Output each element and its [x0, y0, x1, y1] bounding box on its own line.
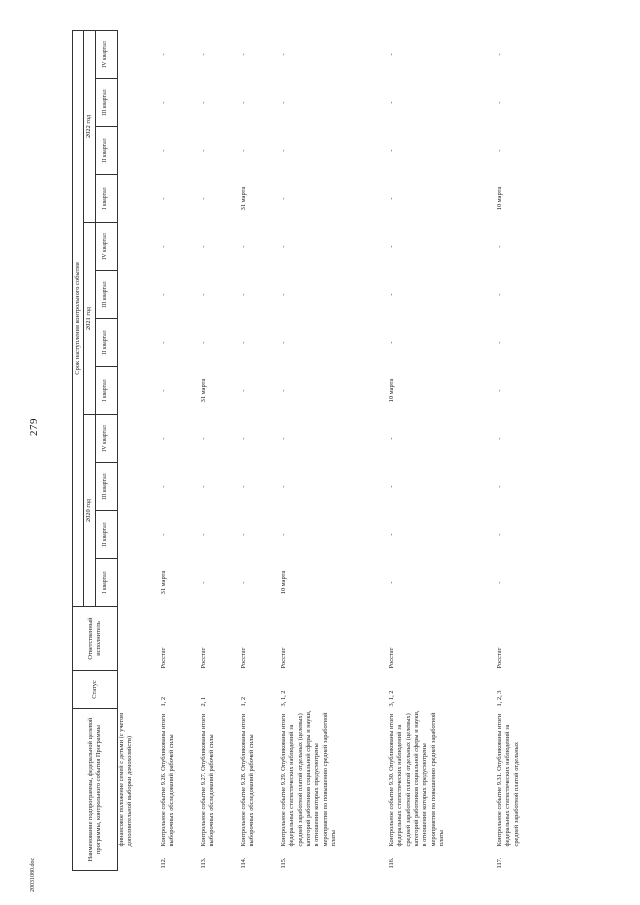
deadline-cell: - [280, 149, 288, 152]
deadline-cell: - [160, 197, 168, 200]
deadline-cell: - [388, 581, 396, 584]
deadline-cell: - [280, 101, 288, 104]
row-number: 117. [496, 857, 504, 869]
deadline-cell [117, 415, 157, 463]
deadline-cell: - [496, 149, 504, 152]
event-name: финансовое положение семей с детьми (с учетом дополнительной выборки домохозяйств) [117, 712, 133, 847]
header-quarter-cell: I квартал [95, 559, 117, 607]
deadline-cell: - [160, 485, 168, 488]
deadline-cell: - [496, 341, 504, 344]
deadline-cell: - [240, 53, 248, 56]
header-year-2020: 2020 год [84, 415, 95, 607]
deadline-cell: - [280, 533, 288, 536]
deadline-cell: - [388, 53, 396, 56]
table-row [197, 30, 237, 870]
table-row [117, 30, 157, 870]
page-number: 279 [28, 418, 40, 436]
status-value: 3, 1, 2 [280, 690, 288, 707]
header-year-2021: 2021 год [84, 223, 95, 415]
deadline-cell [117, 223, 157, 271]
deadline-cell: - [388, 533, 396, 536]
deadline-cell: - [160, 293, 168, 296]
event-name: Контрольное событие 9.29. Опубликованы итоги федеральных статистических наблюдений за средней заработной платой отдельных (целевых) категорий работников социальной сферы и науки, в отношении которых предусмотрены мероприятия по повышению средней заработной платы [280, 710, 338, 847]
header-quarter-cell: I квартал [95, 367, 117, 415]
deadline-cell: - [388, 101, 396, 104]
deadline-cell: - [280, 437, 288, 440]
status-value: 1, 2 [160, 696, 168, 707]
row-number [117, 849, 157, 871]
table-row [385, 30, 493, 870]
deadline-cell: - [496, 485, 504, 488]
table-row [277, 30, 385, 870]
status-value [117, 671, 157, 709]
deadline-cell: - [240, 581, 248, 584]
deadline-cell: - [388, 485, 396, 488]
deadline-cell: - [240, 533, 248, 536]
deadline-cell: - [200, 101, 208, 104]
header-name-column: Наименование подпрограммы, федеральной целевой программы, контрольного события Программы [73, 709, 118, 871]
table-row [157, 30, 197, 870]
table-row [237, 30, 277, 870]
deadline-cell [117, 175, 157, 223]
row-number: 116. [388, 857, 396, 869]
header-quarter-cell: III квартал [95, 79, 117, 127]
deadline-cell [117, 319, 157, 367]
deadline-cell: 10 марта [280, 570, 288, 595]
row-number: 113. [200, 857, 208, 869]
deadline-cell: - [160, 437, 168, 440]
control-events-table [72, 30, 553, 871]
status-value: 1, 2, 3 [496, 690, 504, 707]
row-number: 115. [280, 857, 288, 869]
deadline-cell: - [496, 437, 504, 440]
deadline-cell [117, 367, 157, 415]
deadline-cell: - [280, 197, 288, 200]
status-value: 1, 2 [240, 696, 248, 707]
header-quarter-cell: IV квартал [95, 223, 117, 271]
responsible-executor: Росстат [280, 647, 288, 669]
header-quarter-cell: II квартал [95, 319, 117, 367]
event-name: Контрольное событие 9.26. Опубликованы итоги выборочных обследований рабочей силы [160, 713, 176, 847]
deadline-cell: 31 марта [160, 570, 168, 595]
header-responsible-column: Ответственный исполнитель [73, 607, 118, 671]
deadline-cell [117, 127, 157, 175]
deadline-cell [117, 559, 157, 607]
header-quarter-cell: IV квартал [95, 30, 117, 78]
responsible-executor: Росстат [388, 647, 396, 669]
deadline-cell: - [280, 485, 288, 488]
rotated-table-container [72, 31, 624, 871]
deadline-cell: - [200, 437, 208, 440]
deadline-cell: - [160, 341, 168, 344]
deadline-cell: - [496, 101, 504, 104]
deadline-cell: - [280, 245, 288, 248]
deadline-cell: - [200, 53, 208, 56]
deadline-cell: - [496, 533, 504, 536]
deadline-cell: - [200, 197, 208, 200]
status-value: 3, 1, 2 [388, 690, 396, 707]
header-deadline-group: Срок наступления контрольного события [73, 30, 84, 606]
deadline-cell: - [160, 533, 168, 536]
responsible-executor: Росстат [200, 647, 208, 669]
deadline-cell: - [160, 101, 168, 104]
deadline-cell: - [280, 53, 288, 56]
event-name: Контрольное событие 9.28. Опубликованы итоги выборочных обследований рабочей силы [240, 713, 256, 847]
deadline-cell: - [240, 149, 248, 152]
table-header [73, 30, 118, 870]
header-status-column: Статус [73, 671, 118, 709]
header-quarter-cell: IV квартал [95, 415, 117, 463]
responsible-executor [117, 607, 157, 671]
deadline-cell: 31 марта [240, 186, 248, 211]
deadline-cell: - [200, 293, 208, 296]
responsible-executor: Росстат [160, 647, 168, 669]
deadline-cell: - [496, 389, 504, 392]
deadline-cell: - [496, 293, 504, 296]
status-value: 2, 1 [200, 696, 208, 707]
deadline-cell: - [388, 293, 396, 296]
table-row [493, 30, 553, 870]
deadline-cell [117, 271, 157, 319]
event-name: Контрольное событие 9.30. Опубликованы итоги федеральных статистических наблюдений за средней заработной платой отдельных (целевых) категорий работников социальной сферы и науки, в отношении которых предусмотрены мероприятия по повышению средней заработной платы [388, 710, 446, 847]
deadline-cell: - [200, 485, 208, 488]
document-filename: 20031080.doc [30, 857, 36, 892]
deadline-cell: - [160, 53, 168, 56]
deadline-cell: - [388, 437, 396, 440]
deadline-cell: - [496, 53, 504, 56]
deadline-cell: - [240, 485, 248, 488]
deadline-cell: - [496, 581, 504, 584]
header-quarter-cell: III квартал [95, 463, 117, 511]
deadline-cell: - [240, 293, 248, 296]
deadline-cell [117, 30, 157, 78]
deadline-cell [117, 463, 157, 511]
deadline-cell: - [280, 341, 288, 344]
deadline-cell: 10 марта [496, 186, 504, 211]
deadline-cell [117, 511, 157, 559]
header-year-2022: 2022 год [84, 30, 95, 222]
deadline-cell: - [160, 245, 168, 248]
deadline-cell: - [388, 245, 396, 248]
event-name: Контрольное событие 9.31. Опубликованы итоги федеральных статистических наблюдений за средней заработной платой отдельных [496, 713, 520, 847]
deadline-cell: - [280, 389, 288, 392]
deadline-cell: 31 марта [200, 378, 208, 403]
deadline-cell: - [200, 341, 208, 344]
deadline-cell: - [240, 101, 248, 104]
deadline-cell: - [388, 341, 396, 344]
deadline-cell: - [240, 245, 248, 248]
deadline-cell: - [388, 149, 396, 152]
deadline-cell: - [160, 149, 168, 152]
header-quarter-cell: I квартал [95, 175, 117, 223]
deadline-cell: - [240, 437, 248, 440]
deadline-cell: - [200, 149, 208, 152]
responsible-executor: Росстат [496, 647, 504, 669]
header-quarter-cell: III квартал [95, 271, 117, 319]
row-number: 114. [240, 857, 248, 869]
responsible-executor: Росстат [240, 647, 248, 669]
deadline-cell: 10 марта [388, 378, 396, 403]
deadline-cell: - [496, 245, 504, 248]
deadline-cell: - [280, 293, 288, 296]
deadline-cell: - [240, 341, 248, 344]
header-quarter-cell: II квартал [95, 511, 117, 559]
deadline-cell: - [200, 245, 208, 248]
deadline-cell: - [200, 533, 208, 536]
header-quarter-cell: II квартал [95, 127, 117, 175]
deadline-cell: - [240, 389, 248, 392]
row-number: 112. [160, 857, 168, 869]
deadline-cell: - [388, 197, 396, 200]
deadline-cell: - [160, 389, 168, 392]
deadline-cell [117, 79, 157, 127]
event-name: Контрольное событие 9.27. Опубликованы итоги выборочных обследований рабочей силы [200, 713, 216, 847]
table-body [117, 30, 553, 870]
deadline-cell: - [200, 581, 208, 584]
